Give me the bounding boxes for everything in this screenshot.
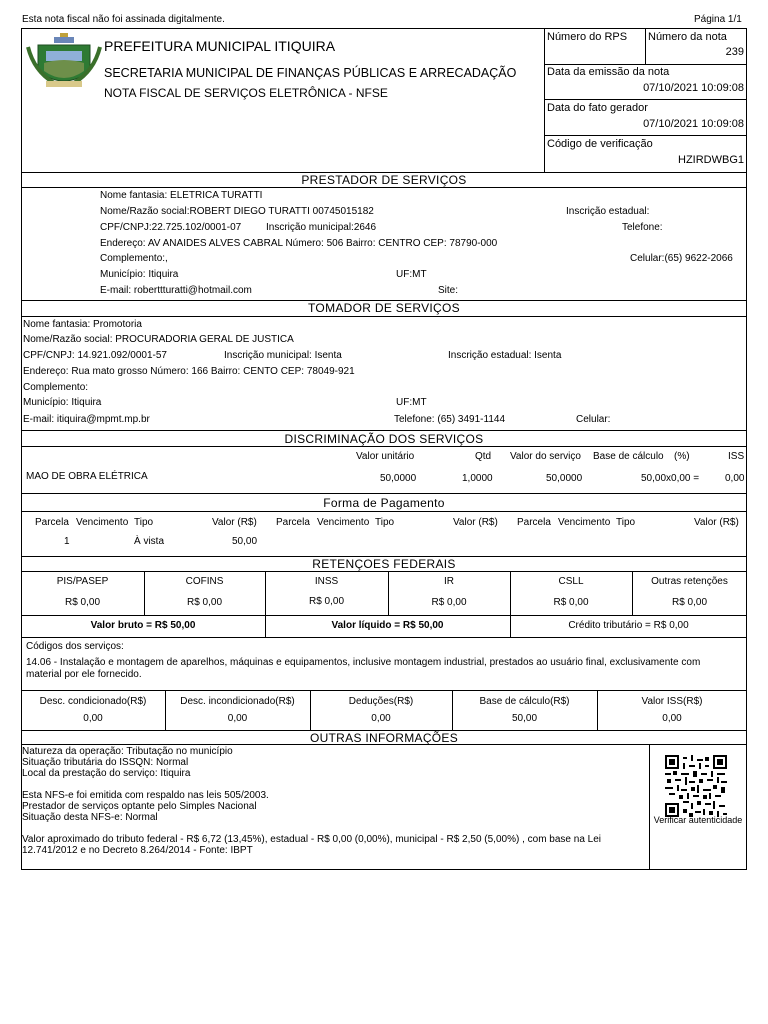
- pag-valor: 50,00: [232, 536, 258, 547]
- header-qtd: Qtd: [475, 451, 492, 462]
- codigo-verificacao-label: Código de verificação: [547, 138, 653, 150]
- codigos-label: Códigos dos serviços:: [26, 641, 124, 652]
- tomador-fantasia: Nome fantasia: Promotoria: [23, 319, 142, 330]
- tomador-endereco: Endereço: Rua mato grosso Número: 166 Bairro: CENTO CEP: 78049-921: [23, 366, 355, 377]
- pag-h-tipo-3: Tipo: [616, 517, 636, 528]
- tomador-telefone: Telefone: (65) 3491-1144: [394, 414, 506, 425]
- prestador-municipio: Município: Itiquira: [100, 269, 179, 280]
- header-iss: ISS: [728, 451, 745, 462]
- header-municipality: PREFEITURA MUNICIPAL ITIQUIRA: [104, 38, 336, 54]
- ded-value-desc-cond: 0,00: [83, 713, 103, 724]
- outras-line: Prestador de serviços optante pelo Simples Nacional: [22, 801, 257, 812]
- ret-label-outras: Outras retenções: [651, 576, 728, 587]
- prestador-telefone: Telefone:: [622, 222, 663, 233]
- ret-label-pis: PIS/PASEP: [56, 576, 109, 587]
- outras-line: Valor aproximado do tributo federal - R$ 6,72 (13,45%), estadual - R$ 0,00 (0,00%), municipal - R$ 2,50 (5,00%) , com base na Lei: [22, 834, 602, 845]
- ded-label-deducoes: Deduções(R$): [348, 696, 414, 707]
- pag-h-parcela-3: Parcela: [517, 517, 551, 528]
- outras-title: OUTRAS INFORMAÇÕES: [309, 731, 459, 745]
- prestador-celular: Celular:(65) 9622-2066: [630, 253, 733, 264]
- tomador-cnpj: CPF/CNPJ: 14.921.092/0001-57: [23, 350, 167, 361]
- ded-value-deducoes: 0,00: [371, 713, 391, 724]
- servico-descricao: MAO DE OBRA ELÉTRICA: [26, 471, 148, 482]
- ded-value-valor-iss: 0,00: [662, 713, 682, 724]
- pag-h-vencimento-3: Vencimento: [558, 517, 611, 528]
- prestador-uf: UF:MT: [396, 269, 427, 280]
- servico-iss: 0,00: [725, 473, 745, 484]
- ret-value-csll: R$ 0,00: [553, 597, 589, 608]
- fato-gerador-value: 07/10/2021 10:09:08: [643, 118, 744, 130]
- municipal-coat-of-arms: [24, 31, 104, 93]
- nota-label: Número da nota: [648, 31, 727, 43]
- emissao-value: 07/10/2021 10:09:08: [643, 82, 744, 94]
- unsigned-notice: Esta nota fiscal não foi assinada digitalmente.: [22, 14, 225, 25]
- pag-h-valor-2: Valor (R$): [453, 517, 498, 528]
- outras-line: Natureza da operação: Tributação no município: [22, 746, 233, 757]
- ret-label-inss: INSS: [314, 576, 339, 587]
- header-percent: (%): [674, 451, 690, 462]
- pag-h-vencimento-2: Vencimento: [317, 517, 370, 528]
- tomador-celular: Celular:: [576, 414, 611, 425]
- verificar-autenticidade[interactable]: Verificar autenticidade: [653, 815, 743, 825]
- pag-h-parcela-2: Parcela: [276, 517, 310, 528]
- ded-label-valor-iss: Valor ISS(R$): [641, 696, 703, 707]
- nota-value: 239: [725, 46, 744, 58]
- codigo-servico-line2: material por ele fornecido.: [26, 669, 142, 680]
- tomador-im: Inscrição municipal: Isenta: [224, 350, 342, 361]
- rps-label: Número do RPS: [547, 31, 628, 43]
- prestador-fantasia: Nome fantasia: ELETRICA TURATTI: [100, 190, 263, 201]
- valor-bruto: Valor bruto = R$ 50,00: [90, 620, 196, 631]
- tomador-title: TOMADOR DE SERVIÇOS: [308, 301, 460, 315]
- pagamento-title: Forma de Pagamento: [323, 496, 445, 510]
- prestador-im: Inscrição municipal:2646: [266, 222, 377, 233]
- header-document-type: NOTA FISCAL DE SERVIÇOS ELETRÔNICA - NFSE: [104, 86, 388, 100]
- ret-label-cofins: COFINS: [185, 576, 224, 587]
- ded-label-desc-cond: Desc. condicionado(R$): [39, 696, 147, 707]
- prestador-razao: Nome/Razão social:ROBERT DIEGO TURATTI 00745015182: [100, 206, 374, 217]
- outras-line: 12.741/2012 e no Decreto 8.264/2014 - Fonte: IBPT: [22, 845, 253, 856]
- header-valor-unitario: Valor unitário: [356, 451, 415, 462]
- tomador-ie: Inscrição estadual: Isenta: [448, 350, 562, 361]
- ret-value-cofins: R$ 0,00: [186, 597, 223, 608]
- servico-valor-unitario: 50,0000: [380, 473, 417, 484]
- credito-tributario: Crédito tributário = R$ 0,00: [568, 620, 689, 631]
- prestador-email: E-mail: roberttturatti@hotmail.com: [100, 285, 252, 296]
- outras-line: Local da prestação do serviço: Itiquira: [22, 768, 191, 779]
- valor-liquido: Valor líquido = R$ 50,00: [331, 620, 444, 631]
- outras-line: Situação desta NFS-e: Normal: [22, 812, 158, 823]
- servico-qtd: 1,0000: [462, 473, 493, 484]
- header-valor-servico: Valor do serviço: [510, 451, 581, 462]
- prestador-ie: Inscrição estadual:: [566, 206, 650, 217]
- page-number: Página 1/1: [694, 14, 742, 25]
- codigo-servico-line1: 14.06 - Instalação e montagem de aparelhos, máquinas e equipamentos, inclusive montagem industrial, prestados ao usuário final, exclusivamente com: [26, 657, 701, 668]
- ded-label-desc-incond: Desc. incondicionado(R$): [180, 696, 295, 707]
- prestador-endereco: Endereço: AV ANAIDES ALVES CABRAL Número: 506 Bairro: CENTRO CEP: 78790-000: [100, 238, 498, 249]
- codigo-verificacao-value: HZIRDWBG1: [678, 154, 744, 166]
- servicos-title: DISCRIMINAÇÃO DOS SERVIÇOS: [284, 432, 484, 446]
- prestador-site: Site:: [438, 285, 459, 296]
- qr-code[interactable]: [665, 755, 727, 817]
- pag-h-tipo-1: Tipo: [134, 517, 154, 528]
- tomador-uf: UF:MT: [396, 397, 427, 408]
- ret-value-inss: R$ 0,00: [308, 596, 345, 607]
- tomador-email: E-mail: itiquira@mpmt.mp.br: [23, 414, 150, 425]
- fato-gerador-label: Data do fato gerador: [547, 102, 648, 114]
- prestador-complemento: Complemento:,: [100, 253, 168, 264]
- ret-value-pis: R$ 0,00: [64, 597, 101, 608]
- servico-valor: 50,0000: [546, 473, 583, 484]
- ded-value-desc-incond: 0,00: [227, 713, 248, 724]
- ded-value-base-calculo: 50,00: [511, 713, 538, 724]
- tomador-razao: Nome/Razão social: PROCURADORIA GERAL DE JUSTICA: [23, 334, 294, 345]
- tomador-municipio: Município: Itiquira: [23, 397, 102, 408]
- ret-value-ir: R$ 0,00: [431, 597, 467, 608]
- prestador-cnpj: CPF/CNPJ:22.725.102/0001-07: [100, 222, 242, 233]
- pag-h-valor-3: Valor (R$): [694, 517, 739, 528]
- emissao-label: Data da emissão da nota: [547, 66, 670, 78]
- pag-h-tipo-2: Tipo: [375, 517, 395, 528]
- prestador-title: PRESTADOR DE SERVIÇOS: [301, 173, 467, 187]
- pag-parcela: 1: [64, 536, 70, 547]
- pag-h-parcela-1: Parcela: [35, 517, 69, 528]
- outras-info-text: [22, 746, 601, 856]
- ret-value-outras: R$ 0,00: [671, 597, 708, 608]
- pag-tipo: À vista: [134, 536, 165, 547]
- ded-label-base-calculo: Base de cálculo(R$): [479, 696, 570, 707]
- pag-h-vencimento-1: Vencimento: [76, 517, 129, 528]
- header-secretariat: SECRETARIA MUNICIPAL DE FINANÇAS PÚBLICAS E ARRECADAÇÃO: [104, 66, 517, 80]
- header-base-calculo: Base de cálculo: [593, 451, 664, 462]
- retencoes-title: RETENÇOES FEDERAIS: [312, 557, 456, 571]
- ret-label-ir: IR: [444, 576, 454, 587]
- ret-label-csll: CSLL: [558, 576, 584, 587]
- outras-line: Esta NFS-e foi emitida com respaldo nas leis 505/2003.: [22, 790, 269, 801]
- tomador-complemento: Complemento:: [23, 382, 89, 393]
- outras-line: Situação tributária do ISSQN: Normal: [22, 757, 189, 768]
- pag-h-valor-1: Valor (R$): [212, 517, 257, 528]
- servico-base-calculo: 50,00x0,00 =: [641, 473, 700, 484]
